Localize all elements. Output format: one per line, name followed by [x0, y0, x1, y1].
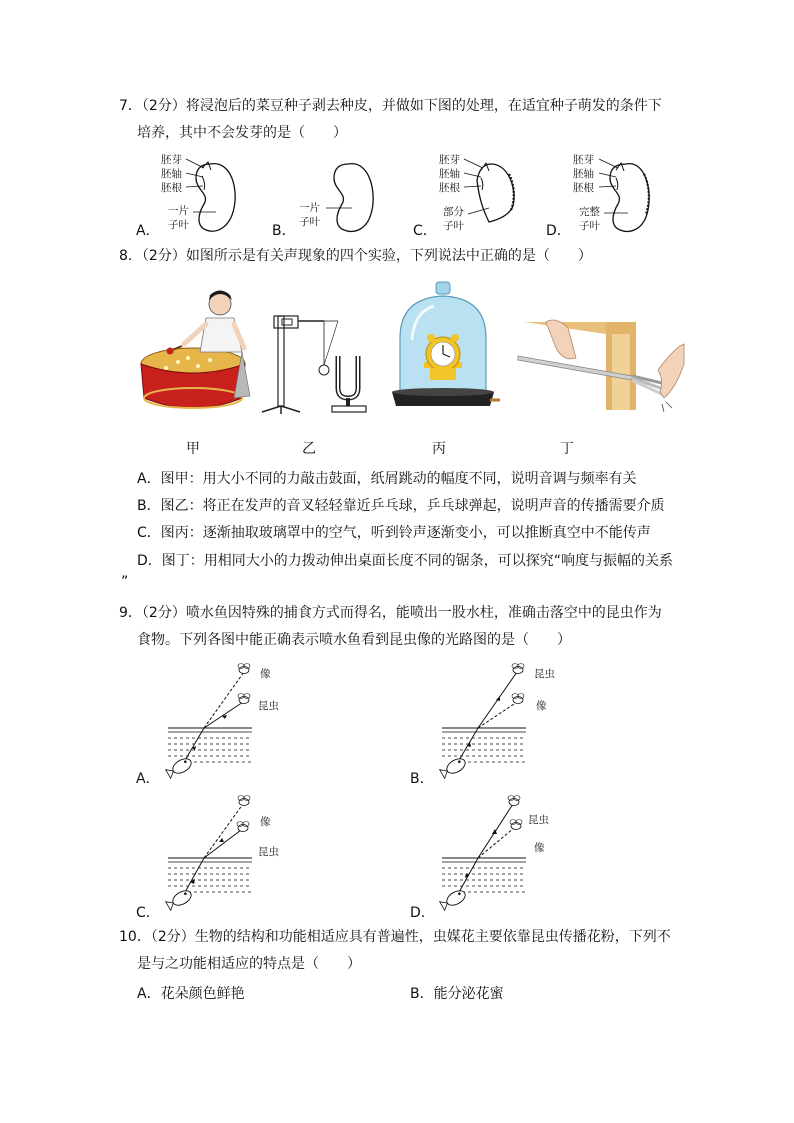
q7-seed-d[interactable]: [546, 150, 661, 240]
seed-c-label-hypocotyl: 胚轴: [439, 168, 460, 180]
seed-b-letter: B．: [272, 223, 296, 239]
q9-d-insect-label: 昆虫: [528, 814, 549, 826]
seed-c-drawing: [413, 150, 528, 240]
q9-d-image-label: 像: [534, 842, 545, 854]
q9-c-letter: C．: [136, 905, 160, 921]
seed-a-bottom-2: 子叶: [168, 219, 189, 231]
seed-d-label-radicle: 胚根: [573, 182, 594, 194]
q8-stem: 8．（2分）如图所示是有关声现象的四个实验，下列说法中正确的是（ ）: [119, 248, 592, 264]
seed-d-bottom-2: 子叶: [579, 220, 600, 232]
seed-c-letter: C．: [413, 223, 437, 239]
q8-figure-jia-drum: [138, 286, 258, 416]
q9-a-diagram: [136, 658, 296, 788]
seed-a-drawing: [136, 150, 246, 240]
q8-caption-ding: 丁: [560, 441, 574, 457]
q8-option-d-tail: ”: [121, 574, 129, 590]
q8-caption-yi: 乙: [302, 441, 316, 457]
q9-stem-line1: 9．（2分）喷水鱼因特殊的捕食方式而得名，能喷出一股水柱，准确击落空中的昆虫作为: [119, 605, 662, 621]
q9-d-diagram: [410, 792, 570, 922]
q9-b-diagram: [410, 658, 570, 788]
q9-a-letter: A．: [136, 771, 160, 787]
q9-a-insect-label: 昆虫: [258, 700, 279, 712]
q9-b-letter: B．: [410, 771, 434, 787]
q9-b-insect-label: 昆虫: [534, 668, 555, 680]
q7-stem-line2: 培养，其中不会发芽的是（ ）: [137, 125, 347, 141]
seed-b-bottom-2: 子叶: [299, 216, 320, 228]
seed-d-drawing: [546, 150, 661, 240]
q8-option-b[interactable]: B．图乙：将正在发声的音叉轻轻靠近乒乓球，乒乓球弹起，说明声音的传播需要介质: [137, 498, 665, 514]
q7-seed-c[interactable]: [413, 150, 528, 240]
q9-option-d[interactable]: [410, 792, 570, 922]
q8-caption-bing: 丙: [432, 441, 446, 457]
q8-figure-yi-tuning-fork: [258, 308, 378, 418]
q9-d-letter: D．: [410, 905, 435, 921]
q9-a-image-label: 像: [260, 668, 271, 680]
seed-b-drawing: [272, 150, 382, 240]
seed-a-label-plumule: 胚芽: [161, 154, 182, 166]
q8-option-a[interactable]: A．图甲：用大小不同的力敲击鼓面，纸屑跳动的幅度不同，说明音调与频率有关: [137, 471, 637, 487]
seed-d-letter: D．: [546, 223, 571, 239]
q10-option-b[interactable]: B．能分泌花蜜: [410, 986, 504, 1002]
q9-stem-line2: 食物。下列各图中能正确表示喷水鱼看到昆虫像的光路图的是（ ）: [137, 632, 571, 648]
q8-figure-bing-bell-jar: [390, 280, 500, 420]
seed-c-bottom-1: 部分: [443, 206, 464, 218]
q9-c-diagram: [136, 792, 296, 922]
seed-d-label-plumule: 胚芽: [573, 154, 594, 166]
q10-stem-line2: 是与之功能相适应的特点是（ ）: [137, 956, 361, 972]
seed-d-label-hypocotyl: 胚轴: [573, 168, 594, 180]
q7-seed-b[interactable]: [272, 150, 382, 240]
q9-option-c[interactable]: [136, 792, 296, 922]
q9-c-image-label: 像: [260, 816, 271, 828]
seed-a-bottom-1: 一片: [168, 205, 189, 217]
q9-option-b[interactable]: [410, 658, 570, 788]
seed-c-bottom-2: 子叶: [443, 220, 464, 232]
seed-a-letter: A．: [136, 223, 160, 239]
q8-figure-ding-saw-blade: [516, 318, 686, 413]
q7-stem-line1: 7．（2分）将浸泡后的菜豆种子剥去种皮，并做如下图的处理，在适宜种子萌发的条件下: [119, 98, 662, 114]
seed-c-label-radicle: 胚根: [439, 182, 460, 194]
seed-b-bottom-1: 一片: [299, 202, 320, 214]
q9-c-insect-label: 昆虫: [258, 846, 279, 858]
q9-b-image-label: 像: [536, 700, 547, 712]
q8-caption-jia: 甲: [186, 441, 200, 457]
seed-a-label-radicle: 胚根: [161, 182, 182, 194]
q10-stem-line1: 10．（2分）生物的结构和功能相适应具有普遍性，虫媒花主要依靠昆虫传播花粉，下列不: [119, 929, 671, 945]
q7-seed-a[interactable]: [136, 150, 246, 240]
q9-option-a[interactable]: [136, 658, 296, 788]
seed-a-label-hypocotyl: 胚轴: [161, 168, 182, 180]
seed-d-bottom-1: 完整: [579, 206, 600, 218]
seed-c-label-plumule: 胚芽: [439, 154, 460, 166]
q10-option-a[interactable]: A．花朵颜色鲜艳: [137, 986, 245, 1002]
q8-option-d[interactable]: D．图丁：用相同大小的力拨动伸出桌面长度不同的锯条，可以探究“响度与振幅的关系: [137, 553, 674, 569]
q8-option-c[interactable]: C．图丙：逐渐抽取玻璃罩中的空气，听到铃声逐渐变小，可以推断真空中不能传声: [137, 525, 651, 541]
